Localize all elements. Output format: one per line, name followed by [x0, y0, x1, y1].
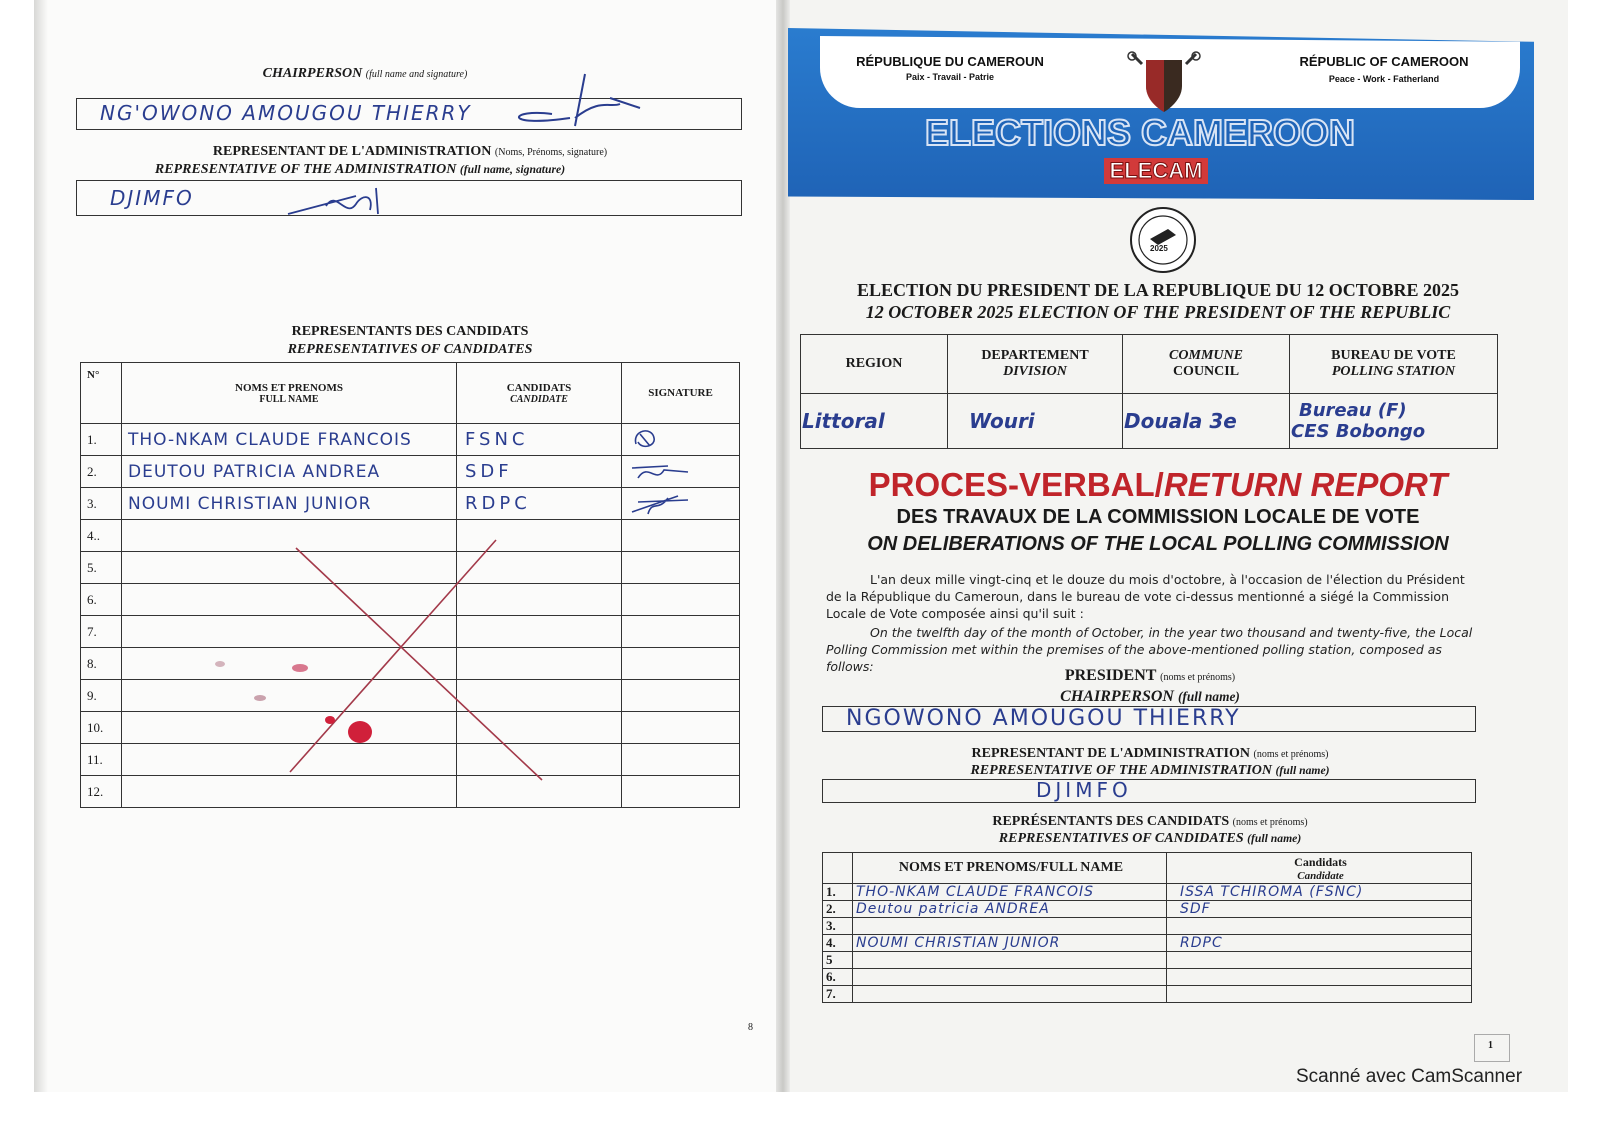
cand-table-header: [823, 853, 1472, 884]
reps-fr-note: (noms et prénoms): [1232, 817, 1308, 828]
header-council-fr: COMMUNE: [1169, 348, 1243, 363]
election-title-fr: ELECTION DU PRESIDENT DE LA REPUBLIQUE DU 12 OCTOBRE 2025: [857, 280, 1459, 300]
cand-col-en: Candidate: [1297, 869, 1344, 882]
chairperson-note: (full name and signature): [365, 69, 468, 80]
cand-row-name-cell[interactable]: [853, 918, 1167, 935]
table-row: [81, 424, 740, 456]
region-value: Littoral: [802, 409, 885, 433]
cand-row-number: 3.: [823, 918, 853, 935]
chair-label-text: CHAIRPERSON: [1060, 688, 1174, 705]
cand-col-no: [823, 853, 853, 884]
chairperson-signature: [490, 68, 660, 138]
header-division-en: DIVISION: [1003, 364, 1067, 379]
table-row: [823, 901, 1472, 918]
report-title-en: RETURN REPORT: [1163, 466, 1448, 503]
cand-row-name-cell[interactable]: [853, 986, 1167, 1003]
reps-fr-label: [900, 814, 1400, 830]
admin-signature: [286, 184, 416, 224]
col-cand-header: [457, 363, 622, 424]
chairperson-label-text: CHAIRPERSON: [262, 66, 363, 81]
left-page-number: 8: [748, 1022, 753, 1033]
red-stain: [200, 654, 400, 764]
row-name: [122, 558, 128, 578]
report-title: [800, 466, 1516, 504]
admin-label-fr: [190, 144, 630, 160]
header-division: [948, 335, 1123, 394]
cand-row-name: THO-NKAM CLAUDE FRANCOIS: [856, 884, 1095, 900]
row-signature-cell[interactable]: [622, 712, 740, 744]
admin-label-fr-note: (Noms, Prénoms, signature): [494, 147, 608, 158]
col-cand-en: CANDIDATE: [510, 393, 568, 405]
reps-en-note: (full name): [1247, 832, 1302, 845]
cand-row-number: 5: [823, 952, 853, 969]
row-name: [122, 526, 128, 546]
table-row: [823, 935, 1472, 952]
scanner-watermark: Scanné avec CamScanner: [1296, 1066, 1523, 1087]
row-number: 5.: [81, 552, 122, 584]
reps-title-en: REPRESENTATIVES OF CANDIDATES: [287, 342, 533, 357]
row-name: [122, 590, 128, 610]
row-name-cell[interactable]: [122, 456, 457, 488]
cand-row-cand: RDPC: [1180, 935, 1223, 951]
station-value-line1: Bureau (F): [1299, 400, 1407, 421]
row-number: 10.: [81, 712, 122, 744]
subtitle-fr: DES TRAVAUX DE LA COMMISSION LOCALE DE VOTE: [896, 506, 1420, 528]
cand-col-name: NOMS ET PRENOMS/FULL NAME: [853, 853, 1167, 884]
row-name: [122, 718, 128, 738]
col-cand-fr: CANDIDATS: [506, 381, 572, 394]
row-number: 4..: [81, 520, 122, 552]
admin-label-fr-text: REPRESENTANT DE L'ADMINISTRATION: [212, 144, 492, 159]
candidate-signature: [628, 488, 718, 518]
row-number: 8.: [81, 648, 122, 680]
reps-fr-text: REPRÉSENTANTS DES CANDIDATS: [992, 814, 1230, 829]
cand-row-number: 7.: [823, 986, 853, 1003]
election-seal-icon: [1128, 205, 1198, 275]
row-number: 11.: [81, 744, 122, 776]
table-row: [823, 884, 1472, 901]
cand-row-cand: [1170, 986, 1180, 1002]
cand-row-cand-cell[interactable]: [1167, 935, 1472, 952]
reps-en-text: REPRESENTATIVES OF CANDIDATES: [998, 831, 1244, 846]
cand-row-name-cell[interactable]: [853, 884, 1167, 901]
coat-of-arms-icon: [1124, 50, 1204, 116]
admin-fr-note: (noms et prénoms): [1253, 749, 1329, 760]
header-station-en: POLLING STATION: [1331, 364, 1456, 379]
row-signature-cell[interactable]: [622, 584, 740, 616]
cand-row-cand-cell[interactable]: [1167, 952, 1472, 969]
admin-field-right[interactable]: [822, 779, 1476, 803]
col-no-header: N°: [81, 363, 122, 424]
cand-row-name: Deutou patricia ANDREA: [856, 901, 1050, 917]
seal-year: 2025: [1150, 244, 1168, 253]
paragraph-fr: L'an deux mille vingt-cinq et le douze du mois d'octobre, à l'occasion de l'élection du Président de la République du Cameroun, dans le bureau de vote ci-dessus mentionné a siégé la Commission Locale de Vote composée ainsi qu'il suit :: [826, 572, 1465, 621]
paragraph-en: On the twelfth day of the month of October, in the year two thousand and twenty-five, the Local Polling Commission met within the premises of the above-mentioned polling station, composed as follows:: [826, 625, 1473, 674]
col-name-fr: NOMS ET PRENOMS: [235, 381, 343, 394]
row-number: 1.: [81, 424, 122, 456]
row-name: [122, 622, 128, 642]
col-name-header: [122, 363, 457, 424]
location-table: [800, 334, 1498, 449]
region-cell[interactable]: [801, 394, 948, 449]
row-signature-cell[interactable]: [622, 552, 740, 584]
president-label: [1000, 667, 1300, 685]
candidate-signature: [628, 456, 718, 486]
candidate-reps-table: [822, 852, 1472, 1003]
table-row: [823, 918, 1472, 935]
row-signature-cell[interactable]: [622, 680, 740, 712]
admin-fr-text: REPRESENTANT DE L'ADMINISTRATION: [971, 746, 1250, 761]
admin-label-en-text: REPRESENTATIVE OF THE ADMINISTRATION: [154, 162, 457, 177]
row-signature-cell[interactable]: [622, 520, 740, 552]
chair-note: (full name): [1177, 689, 1240, 704]
cand-row-cand-cell[interactable]: [1167, 884, 1472, 901]
row-number: 9.: [81, 680, 122, 712]
table-row: [823, 952, 1472, 969]
row-cand-cell[interactable]: [457, 488, 622, 520]
row-signature-cell[interactable]: [622, 456, 740, 488]
header-division-fr: DEPARTEMENT: [981, 348, 1089, 363]
division-cell[interactable]: [948, 394, 1123, 449]
header-council-en: COUNCIL: [1172, 364, 1240, 379]
cand-row-name-cell[interactable]: [853, 901, 1167, 918]
cand-row-cand-cell[interactable]: [1167, 969, 1472, 986]
header-region: [801, 335, 948, 394]
cand-col-fr: Candidats: [1294, 854, 1347, 869]
row-cand-cell[interactable]: [457, 424, 622, 456]
table-row: [823, 986, 1472, 1003]
cand-row-cand: [1170, 918, 1180, 934]
reps-title-fr: REPRESENTANTS DES CANDIDATS: [291, 324, 529, 339]
reps-en-label: [900, 831, 1400, 847]
station-cell[interactable]: [1290, 394, 1498, 449]
admin-fr-label: [900, 746, 1400, 762]
republic-en: RÉPUBLIC OF CAMEROON: [1299, 54, 1469, 69]
row-name: [122, 686, 128, 706]
cand-row-cand: ISSA TCHIROMA (FSNC): [1180, 884, 1364, 900]
council-cell[interactable]: [1123, 394, 1290, 449]
row-cand: FSNC: [465, 429, 529, 450]
row-signature-cell[interactable]: [622, 424, 740, 456]
republic-fr: RÉPUBLIQUE DU CAMEROUN: [856, 54, 1044, 69]
col-name-en: FULL NAME: [259, 393, 319, 405]
location-value-row: [801, 394, 1498, 449]
row-name: NOUMI CHRISTIAN JUNIOR: [128, 493, 372, 514]
cand-row-cand: [1170, 969, 1180, 985]
row-cand: SDF: [465, 461, 513, 482]
org-title: ELECTIONS CAMEROON: [924, 112, 1355, 153]
row-signature-cell[interactable]: [622, 744, 740, 776]
row-name: THO-NKAM CLAUDE FRANCOIS: [128, 429, 412, 450]
row-number: 3.: [81, 488, 122, 520]
cand-row-name-cell[interactable]: [853, 952, 1167, 969]
chairperson-value: NG'OWONO AMOUGOU THIERRY: [100, 101, 472, 125]
cand-row-cand-cell[interactable]: [1167, 986, 1472, 1003]
row-cand: RDPC: [465, 493, 531, 514]
admin-en-label: [900, 763, 1400, 779]
row-signature-cell[interactable]: [622, 488, 740, 520]
election-title-en: 12 OCTOBER 2025 ELECTION OF THE PRESIDENT OF THE REPUBLIC: [865, 302, 1451, 322]
location-header-row: [801, 335, 1498, 394]
cand-row-cand-cell[interactable]: [1167, 918, 1472, 935]
row-name: DEUTOU PATRICIA ANDREA: [128, 461, 381, 482]
cand-row-cand: [1170, 952, 1180, 968]
report-title-fr: PROCES-VERBAL/: [868, 466, 1164, 503]
admin-en-note: (full name): [1275, 764, 1330, 777]
president-label-text: PRESIDENT: [1064, 667, 1157, 684]
cand-row-name: NOUMI CHRISTIAN JUNIOR: [856, 935, 1061, 951]
row-signature-cell[interactable]: [622, 776, 740, 808]
president-note: (noms et prénoms): [1160, 672, 1236, 683]
row-cand-cell[interactable]: [457, 456, 622, 488]
book-spine: [776, 0, 790, 1092]
admin-label-en: [140, 162, 580, 178]
right-page-number: 1: [1488, 1040, 1493, 1051]
row-name-cell[interactable]: [122, 488, 457, 520]
station-value-line2: CES Bobongo: [1291, 421, 1426, 442]
admin-label-en-note: (full name, signature): [459, 163, 566, 176]
cand-row-cand-cell[interactable]: [1167, 901, 1472, 918]
cand-row-number: 2.: [823, 901, 853, 918]
row-name-cell[interactable]: [122, 424, 457, 456]
row-name: [122, 750, 128, 770]
cand-row-name-cell[interactable]: [853, 935, 1167, 952]
cand-row-number: 4.: [823, 935, 853, 952]
header-station-fr: BUREAU DE VOTE: [1331, 348, 1456, 363]
motto-fr: Paix - Travail - Patrie: [905, 72, 995, 82]
page-edge-shadow: [34, 0, 48, 1092]
row-number: 7.: [81, 616, 122, 648]
table-row: [81, 488, 740, 520]
admin-value: DJIMFO: [110, 186, 194, 210]
cand-col-cand: [1167, 853, 1472, 884]
table-row: [823, 969, 1472, 986]
table-row: [81, 456, 740, 488]
org-short: ELECAM: [1104, 158, 1208, 184]
cand-row-number: 1.: [823, 884, 853, 901]
left-table-header: [81, 363, 740, 424]
row-name: [122, 782, 128, 802]
admin-en-text: REPRESENTATIVE OF THE ADMINISTRATION: [970, 763, 1272, 778]
cand-row-number: 6.: [823, 969, 853, 986]
council-value: Douala 3e: [1124, 409, 1237, 433]
row-signature-cell[interactable]: [622, 648, 740, 680]
chairperson-label: [200, 66, 530, 82]
row-name: [122, 654, 128, 674]
row-signature-cell[interactable]: [622, 616, 740, 648]
row-number: 2.: [81, 456, 122, 488]
president-value: NGOWONO AMOUGOU THIERRY: [846, 706, 1241, 731]
row-number: 6.: [81, 584, 122, 616]
header-region-fr: REGION: [845, 356, 903, 371]
header-station: [1290, 335, 1498, 394]
admin-value-right: DJIMFO: [1036, 778, 1132, 802]
chair-label: [1000, 688, 1300, 706]
row-number: 12.: [81, 776, 122, 808]
candidate-signature: [628, 424, 718, 454]
cand-row-name-cell[interactable]: [853, 969, 1167, 986]
cand-row-cand: SDF: [1180, 901, 1211, 917]
division-value: Wouri: [969, 409, 1035, 433]
subtitle-en: ON DELIBERATIONS OF THE LOCAL POLLING COMMISSION: [867, 533, 1449, 555]
header-council: [1123, 335, 1290, 394]
motto-en: Peace - Work - Fatherland: [1328, 74, 1440, 84]
col-sig-header: SIGNATURE: [622, 363, 740, 424]
